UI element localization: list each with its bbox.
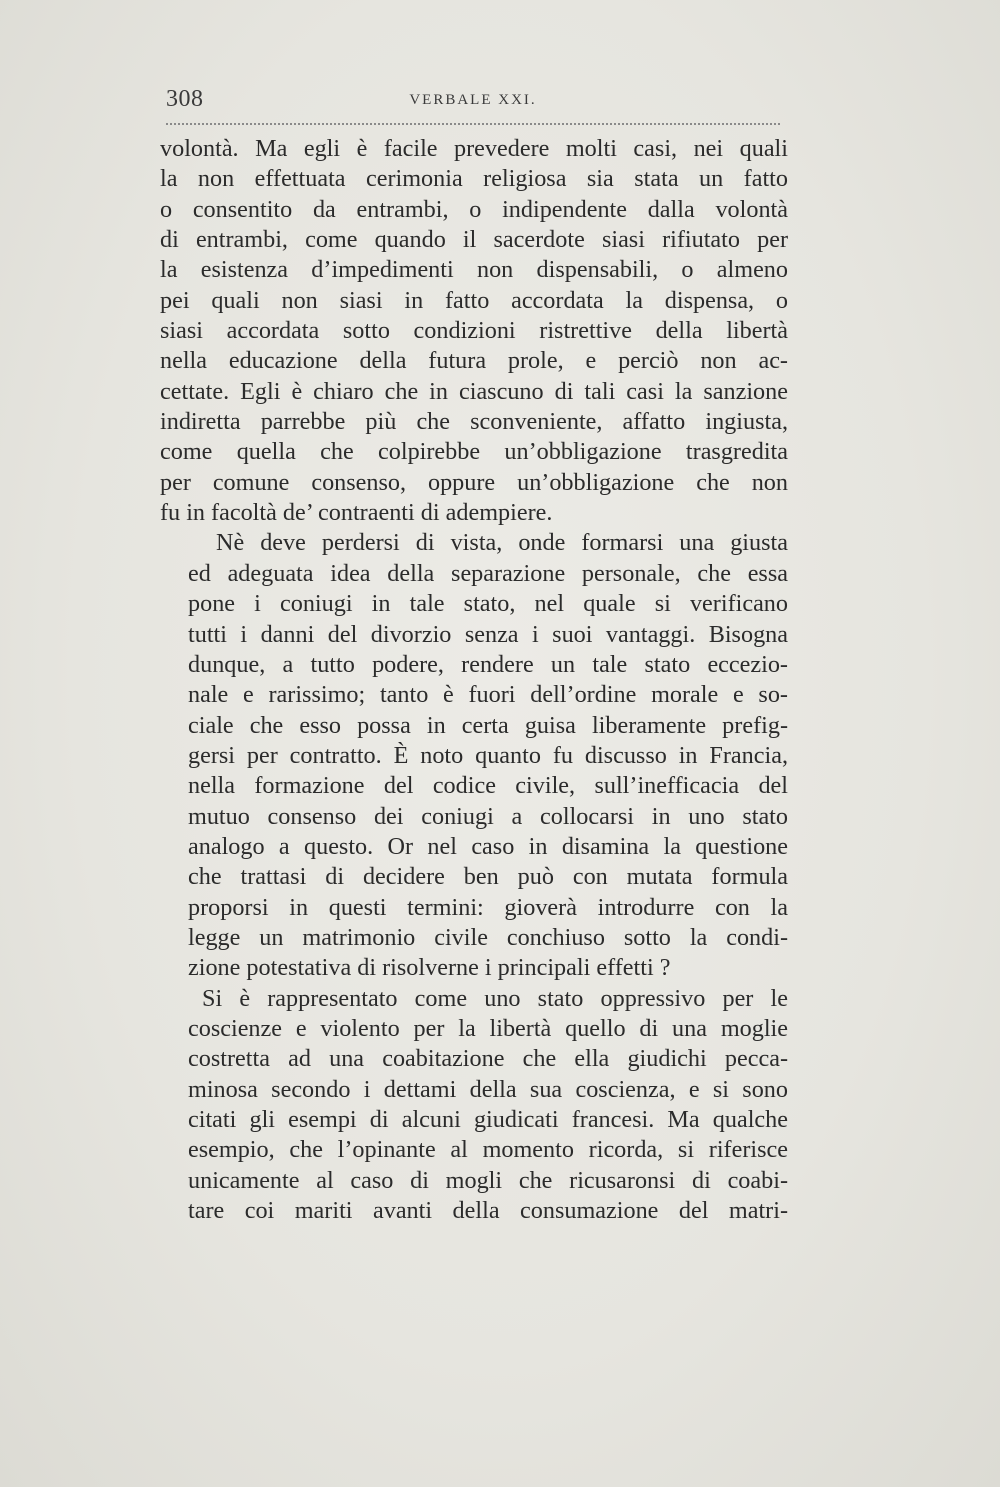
text-line: fu in facoltà de’ contraenti di adempiere. — [160, 499, 553, 527]
page-number: 308 — [166, 86, 204, 112]
paragraph-2 — [160, 528, 788, 983]
text-line: gersi per contratto. È noto quanto fu discusso in Francia, — [188, 741, 788, 769]
text-line: Si è rappresentato come uno stato oppressivo per le — [202, 984, 788, 1012]
text-line: zione potestativa di risolverne i principali effetti ? — [188, 954, 671, 982]
text-line: pei quali non siasi in fatto accordata la dispensa, o — [160, 286, 788, 314]
text-line: Nè deve perdersi di vista, onde formarsi una giusta — [216, 529, 788, 557]
text-line: volontà. Ma egli è facile prevedere molti casi, nei quali — [160, 135, 788, 162]
text-line: la non effettuata cerimonia religiosa sia stata un fatto — [160, 165, 788, 193]
running-title: VERBALE XXI. — [409, 92, 537, 108]
text-line: tutti i danni del divorzio senza i suoi vantaggi. Bisogna — [188, 620, 788, 648]
running-head — [166, 86, 780, 116]
text-line: esempio, che l’opinante al momento ricorda, si riferisce — [188, 1136, 788, 1164]
text-line: o consentito da entrambi, o indipendente dalla volontà — [160, 195, 788, 223]
text-line: mutuo consenso dei coniugi a collocarsi in uno stato — [188, 802, 788, 830]
text-line: siasi accordata sotto condizioni ristrettive della libertà — [160, 317, 788, 345]
text-line: di entrambi, come quando il sacerdote siasi rifiutato per — [160, 226, 788, 254]
paragraph-3 — [160, 984, 788, 1227]
text-line: citati gli esempi di alcuni giudicati francesi. Ma qualche — [188, 1106, 788, 1133]
text-line: tare coi mariti avanti della consumazione del matri- — [188, 1197, 788, 1225]
text-line: cettate. Egli è chiaro che in ciascuno di tali casi la sanzione — [160, 377, 788, 405]
text-line: come quella che colpirebbe un’obbligazione trasgredita — [160, 438, 788, 466]
text-line: indiretta parrebbe più che sconveniente, affatto ingiusta, — [160, 408, 788, 436]
body-text — [160, 134, 788, 1226]
text-line: nale e rarissimo; tanto è fuori dell’ordine morale e so- — [188, 681, 788, 709]
header-dotted-rule — [166, 123, 780, 125]
text-line: la esistenza d’impedimenti non dispensabili, o almeno — [160, 256, 788, 284]
text-line: minosa secondo i dettami della sua coscienza, e si sono — [188, 1075, 788, 1103]
text-line: coscienze e violento per la libertà quello di una moglie — [188, 1014, 788, 1042]
text-line: nella educazione della futura prole, e perciò non ac- — [160, 347, 788, 375]
text-line: legge un matrimonio civile conchiuso sotto la condi- — [188, 923, 788, 951]
text-line: proporsi in questi termini: gioverà introdurre con la — [188, 893, 788, 921]
text-line: dunque, a tutto podere, rendere un tale stato eccezio- — [188, 650, 788, 678]
text-line: unicamente al caso di mogli che ricusaronsi di coabi- — [188, 1166, 788, 1194]
text-line: per comune consenso, oppure un’obbligazione che non — [160, 468, 788, 496]
paragraph-1 — [160, 134, 788, 528]
text-line: ed adeguata idea della separazione personale, che essa — [188, 559, 788, 587]
text-line: che trattasi di decidere ben può con mutata formula — [188, 863, 788, 891]
text-line: costretta ad una coabitazione che ella giudichi pecca- — [188, 1045, 788, 1073]
text-line: ciale che esso possa in certa guisa liberamente prefig- — [188, 711, 788, 739]
text-line: analogo a questo. Or nel caso in disamina la questione — [188, 832, 788, 860]
text-line: nella formazione del codice civile, sull’inefficacia del — [188, 772, 788, 800]
text-line: pone i coniugi in tale stato, nel quale si verificano — [188, 590, 788, 618]
